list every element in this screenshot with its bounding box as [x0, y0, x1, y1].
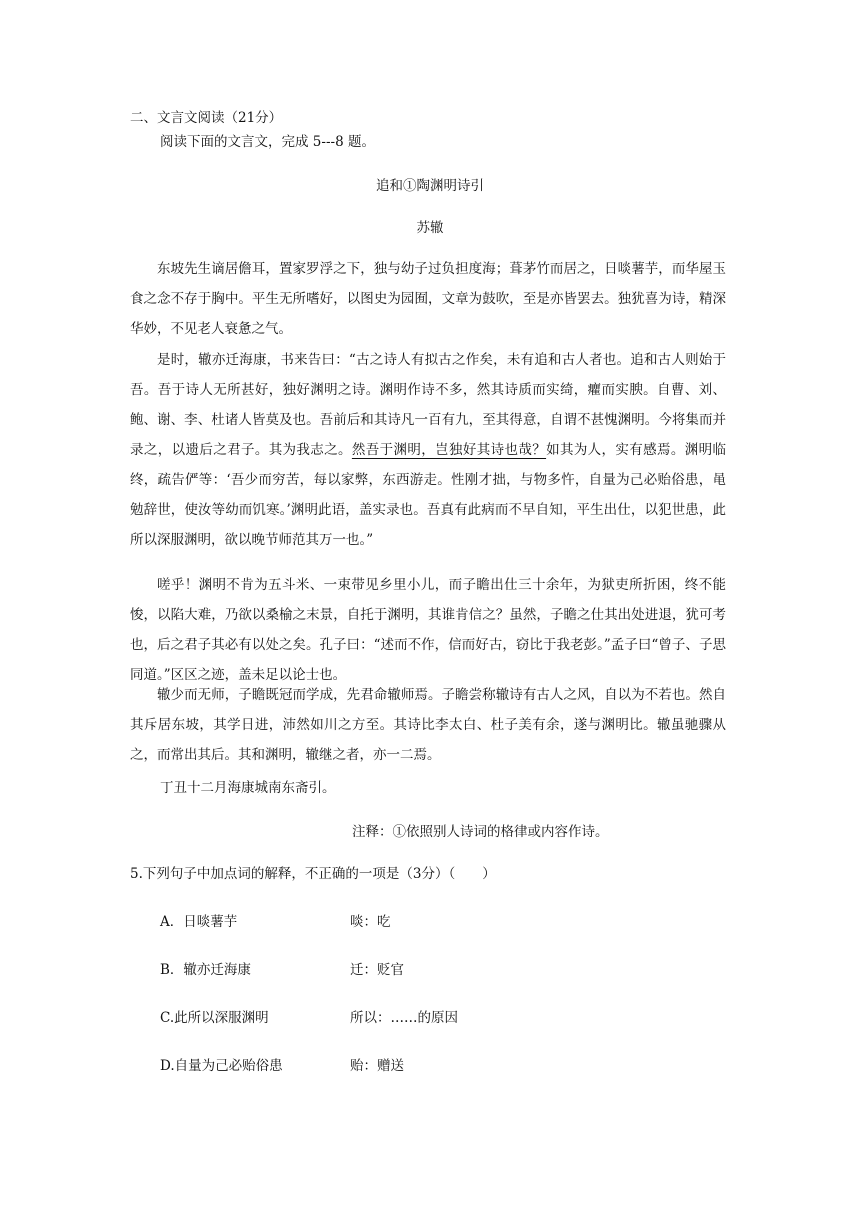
option-d-label: D.自量为己必贻俗患: [160, 1058, 283, 1074]
passage-author: 苏辙: [416, 220, 444, 236]
question-stem: 5.下列句子中加点词的解释，不正确的一项是（3分）（ ）: [130, 866, 496, 882]
paragraph-4: 辙少而无师，子瞻既冠而学成，先君命辙师焉。子瞻尝称辙诗有古人之风，自以为不若也。然自其斥居东坡，其学日进，沛然如川之方至。其诗比李太白、杜子美有余，遂与渊明比。辙虽驰骤从之，而常出其后。其和渊明，辙继之者，亦一二焉。: [130, 687, 726, 763]
instruction: 阅读下面的文言文，完成 5---8 题。: [160, 134, 375, 150]
section-heading: 二、文言文阅读（21分）: [130, 110, 283, 126]
option-b-meaning: 迁：贬官: [350, 962, 404, 978]
option-c-label: C.此所以深服渊明: [160, 1010, 269, 1026]
paragraph-2-part-b: 如其为人，实有感焉。渊明临终，疏告俨等：‘吾少而穷苦，每以家弊，东西游走。性刚才拙，与物多忤，自量为己必贻俗患，黾勉辞世，使汝等幼而饥寒。’渊明此语，盖实录也。吾真有此病而不早自知，平生出仕，以犯世患，此所以深服渊明，欲以晚节师范其万一也。”: [130, 442, 727, 548]
paragraph-3: 嗟乎！渊明不肯为五斗米、一束带见乡里小儿，而子瞻出仕三十余年，为狱吏所折困，终不能悛，以陷大难，乃欲以桑榆之末景，自托于渊明，其谁肯信之？虽然，子瞻之仕其出处进退，犹可考也，后之君子其必有以处之矣。孔子曰：“述而不作，信而好古，窃比于我老彭。”孟子曰“曾子、子思同道。”区区之迹，盖未足以论士也。: [130, 577, 726, 683]
option-c-meaning: 所以：……的原因: [350, 1010, 458, 1026]
annotation-note: 注释：①依照别人诗词的格律或内容作诗。: [352, 824, 609, 840]
paragraph-2-part-a: 是时，辙亦迁海康，书来告曰：“古之诗人有拟古之作矣，未有追和古人者也。追和古人则始于吾。吾于诗人无所甚好，独好渊明之诗。渊明作诗不多，然其诗质而实绮，癯而实腴。自曹、刘、鲍、谢、李、杜诸人皆莫及也。吾前后和其诗凡一百有九，至其得意，自谓不甚愧渊明。今将集而并录之，以遗后之君子。其为我志之。: [130, 352, 726, 458]
option-a-label: A．日啖薯芋: [160, 914, 238, 930]
dateline: 丁丑十二月海康城南东斋引。: [160, 780, 336, 796]
option-d-meaning: 贻：赠送: [350, 1058, 404, 1074]
paragraph-2: [130, 345, 726, 555]
passage-title: 追和①陶渊明诗引: [376, 178, 484, 194]
underlined-sentence: 然吾于渊明，岂独好其诗也哉？: [351, 442, 547, 458]
paragraph-1: 东坡先生谪居儋耳，置家罗浮之下，独与幼子过负担度海；葺茅竹而居之，日啖薯芋，而华屋玉食之念不存于胸中。平生无所嗜好，以图史为园囿，文章为鼓吹，至是亦皆罢去。独犹喜为诗，精深华妙，不见老人衰惫之气。: [130, 261, 726, 337]
option-b-label: B．辙亦迁海康: [160, 962, 251, 978]
option-a-meaning: 啖：吃: [350, 914, 391, 930]
